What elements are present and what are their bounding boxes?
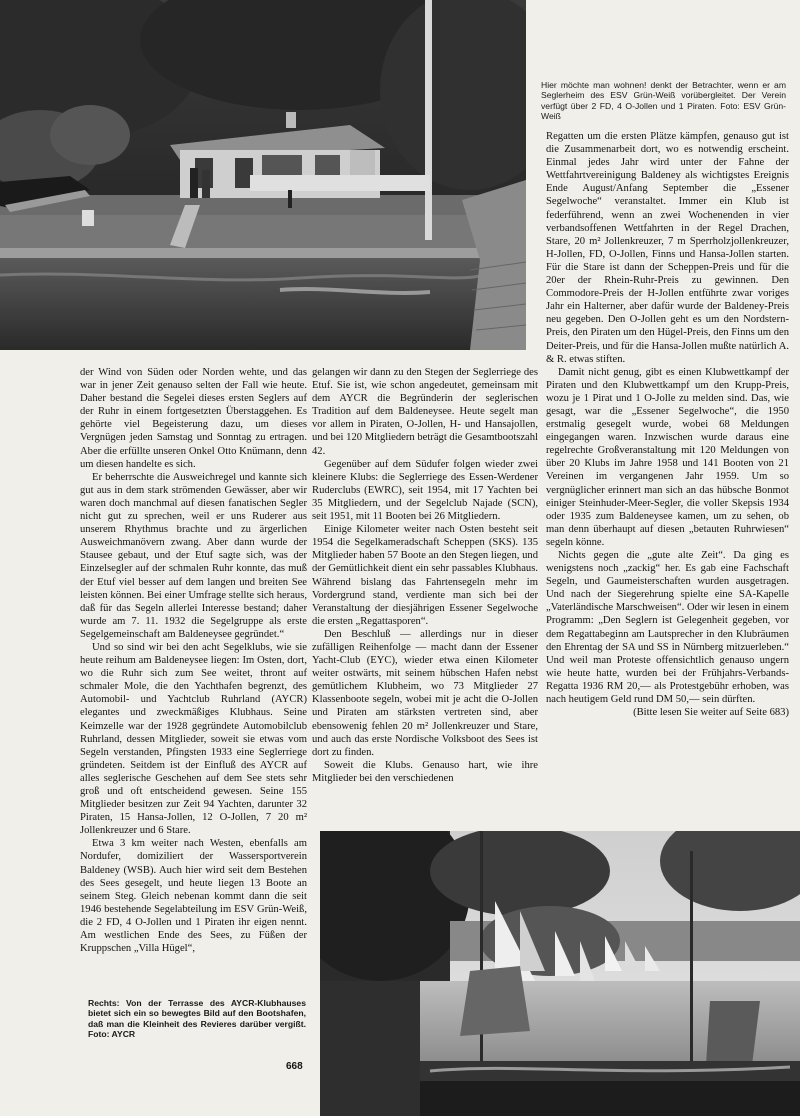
top-photo-caption: Hier möchte man wohnen! denkt der Betrachter, wenn er am Seglerheim des ESV Grün-Weiß vorübergleitet. Der Verein verfügt über 2 FD, 4 O-Jollen und 1 Piraten. Foto: ESV Grün-Weiß <box>541 80 786 121</box>
paragraph: Er beherrschte die Ausweichregel und kannte sich gut aus in dem stark strömenden Gewässer, aber wir waren doch manchmal auf diesen fanatischen Segler nicht gut zu sprechen, weil er uns Ruderer aus unserem Rhythmus brachte und zu ärgerlichen Ausweichmanövern zwang. Aber dann wurde der Stausee gebaut, und der Etuf sagte sich, was der Einzelsegler auf der schmalen Ruhr konnte, das muß der Etuf viel besser auf dem langen und breiten See leisten können. Bei einer Umfrage stellte sich heraus, daß für das Segeln allerlei Interesse bestand; daher wurde am 7. 11. 1932 die Segelgruppe als erste Segelgemeinschaft am Baldeneysee gegründet.“ <box>80 471 307 640</box>
clubhouse-photo-icon <box>0 0 526 350</box>
column-right <box>546 130 789 719</box>
continuation-note: (Bitte lesen Sie weiter auf Seite 683) <box>633 707 789 719</box>
column-left <box>80 366 307 955</box>
top-photo <box>0 0 526 350</box>
column-middle <box>312 366 538 785</box>
paragraph: Und so sind wir bei den acht Segelklubs, wie sie heute reihum am Baldeneysee liegen: Im Osten, dort, wo die Ruhr sich zum See weitet, thront auf schmaler Mole, die den Yachthafen begrenzt, des Automobil- und Yachtclub Ruhrland (AYCR) elegantes und zweckmäßiges Klubhaus. Seine Keimzelle war der 1928 gegründete Automobilclub Ruhrland, dessen Mitglieder, soweit sie etwas vom Segeln verstanden, Pfingsten 1933 eine Seglerriege gründeten. Seitdem ist der Einfluß des AYCR auf alles seglerische Geschehen auf dem See stets sehr groß und oft entscheidend gewesen. Seine 155 Mitglieder besitzen zur Zeit 94 Yachten, darunter 32 Piraten, 15 Hansa-Jollen, 12 O-Jollen, 7 20 m² Jollenkreuzer und 6 Stare. <box>80 641 307 837</box>
harbor-sailboats-photo-icon <box>320 831 800 1116</box>
paragraph: gelangen wir dann zu den Stegen der Seglerriege des Etuf. Sie ist, wie schon angedeutet, gemeinsam mit dem AYCR die Begründerin der seglerischen Tradition auf dem Baldeneysee. Heute segelt man vor allem in Piraten, O-Jollen, H- und Hansajollen, und bei 120 Mitgliedern beträgt die Gesamtbootszahl 42. <box>312 367 538 457</box>
paragraph: Etwa 3 km weiter nach Westen, ebenfalls am Nordufer, domiziliert der Wassersportverein Baldeney (WSB). Auch hier wird seit dem Bestehen des Sees gesegelt, und heute liegen 13 Boote an seinem Steg. Gleich nebenan kommt dann die seit 1946 bestehende Segelabteilung im ESV Grün-Weiß, die 2 FD, 4 O-Jollen und 1 Piraten ihr eigen nennt. Am westlichen Ende des Sees, zu Füßen der Kruppschen „Villa Hügel“, <box>80 838 307 955</box>
paragraph: Nichts gegen die „gute alte Zeit“. Da ging es wenigstens noch „zackig“ her. Es gab eine Fachschaft Segeln, und Gaumeisterschaften wurden ausgetragen. Und nach der Siegerehrung spielte eine SA-Kapelle „Vaterländische Marschweisen“. Oder wir lesen in einem Programm: „Den Seglern ist Gelegenheit gegeben, vor dem Regattabeginn am Lautsprecher in den Klubräumen den Ehrentag der SA und SS in Nürnberg mitzuerleben.“ Und weil man Proteste offensichtlich genauso ungern wie heute hatte, wurden bei der Frühjahrs-Verbands-Regatta 1936 RM 20,— als Protestgebühr erhoben, was nach heutigem Geld rund DM 50,— sein dürften. <box>546 550 789 706</box>
paragraph: Soweit die Klubs. Genauso hart, wie ihre Mitglieder bei den verschiedenen <box>312 759 538 784</box>
paragraph: Den Beschluß — allerdings nur in dieser zufälligen Reihenfolge — macht dann der Essener Yacht-Club (EYC), wieder etwa einen Kilometer weiter ostwärts, mit seinem hübschen Hafen nebst gemütlichem Klubheim, wo 73 Mitglieder 27 Klassenboote segeln, wobei mit je acht die O-Jollen und Piraten am stärksten vertreten sind, aber ebensowenig fehlen 20 m² Jollenkreuzer und Stare, und auch das erste Nordische Volksboot des Sees ist dort zu finden. <box>312 628 538 758</box>
page-number: 668 <box>286 1061 303 1072</box>
paragraph: der Wind von Süden oder Norden wehte, und das war in jener Zeit genauso selten der Fall wie heute. Daher bestand die Segelei dieses ersten Seglers auf der Ruhr in einem fortgesetzten Überstaggehen. Es gehörte viel Begeisterung dazu, um dieses Vergnügen jeden Samstag und Sonntag zu ertragen. Aber die erfüllte unseren Onkel Otto Knümann, denn um diesen handelte es sich. <box>80 367 307 470</box>
bottom-photo-caption: Rechts: Von der Terrasse des AYCR-Klubhauses bietet sich ein so bewegtes Bild auf den Bootshafen, daß man die Kleinheit des Revieres darüber vergißt. Foto: AYCR <box>88 998 306 1039</box>
paragraph: Gegenüber auf dem Südufer folgen wieder zwei kleinere Klubs: die Seglerriege des Essen-Werdener Ruderclubs (EWRC), seit 1954, mit 17 Yachten bei 35 Mitgliedern, und der Segelclub Najade (SCN), seit 1951, mit 11 Booten bei 26 Mitgliedern. <box>312 458 538 523</box>
paragraph: Regatten um die ersten Plätze kämpfen, genauso gut ist die Zusammenarbeit dort, wo es notwendig erscheint. Einmal jedes Jahr wird unter der Fahne der Wettfahrtvereinigung Baldeney als wichtigstes Ereignis Ende August/Anfang September die „Essener Segelwoche“ veranstaltet. Immer ein Klub ist federführend, wenn an zwei Wochenenden in vier verbandsoffenen Wettfahrten in der Regel Drachen, Stare, 20 m² Jollenkreuzer, 7 m Sperrholzjollenkreuzer, H-Jollen, FD, O-Jollen, Finns und Hansa-Jollen starten. Für die Stare ist dann der Scheppen-Preis und für die 20er der Rhein-Ruhr-Preis zu gewinnen. Den Commodore-Preis der H-Jollen entführte zwar voriges Jahr ein Halterner, aber dafür wurde der Baldeney-Preis neu gegeben. Den O-Jollen geht es um den Nordstern-Preis, den Piraten um den Hügel-Preis, den Finns um den Deiter-Preis, und für die Hansa-Jollen mußte natürlich A. & R. etwas stiften. <box>546 131 789 365</box>
bottom-photo <box>320 831 800 1116</box>
paragraph: Damit nicht genug, gibt es einen Klubwettkampf der Piraten und den Klubwettkampf um den Krupp-Preis, wozu je 1 Pirat und 1 O-Jolle zu melden sind. Das, wie gesagt, war die „Essener Segelwoche“, die 1950 erstmalig gesegelt wurde, wobei 68 Meldungen eingegangen waren. Inzwischen wurde daraus eine regelrechte Großveranstaltung mit 120 Meldungen von über 20 Klubs im Jahre 1958 und 141 Booten von 21 Vereinen im vergangenen Jahr 1959. Um so vergnüglicher erinnert man sich an das hübsche Bonmot einiger Steinhuder-Meer-Segler, die voller Skepsis 1934 oder 1935 zum Baldeneysee kamen, um zu sehen, ob man denn überhaupt auf diesen „betauten Ruhrwiesen“ segeln könne. <box>546 366 789 548</box>
paragraph: Einige Kilometer weiter nach Osten besteht seit 1954 die Segelkameradschaft Scheppen (SKS). 135 Mitglieder haben 57 Boote an den Stegen liegen, und der Gemütlichkeit dient ein sehr passables Klubhaus. Während bislang das Fahrtensegeln mehr im Vordergrund stand, verdiente man sich bei der Veranstaltung der diesjährigen Essener Segelwoche die ersten „Regattasporen“. <box>312 524 538 627</box>
